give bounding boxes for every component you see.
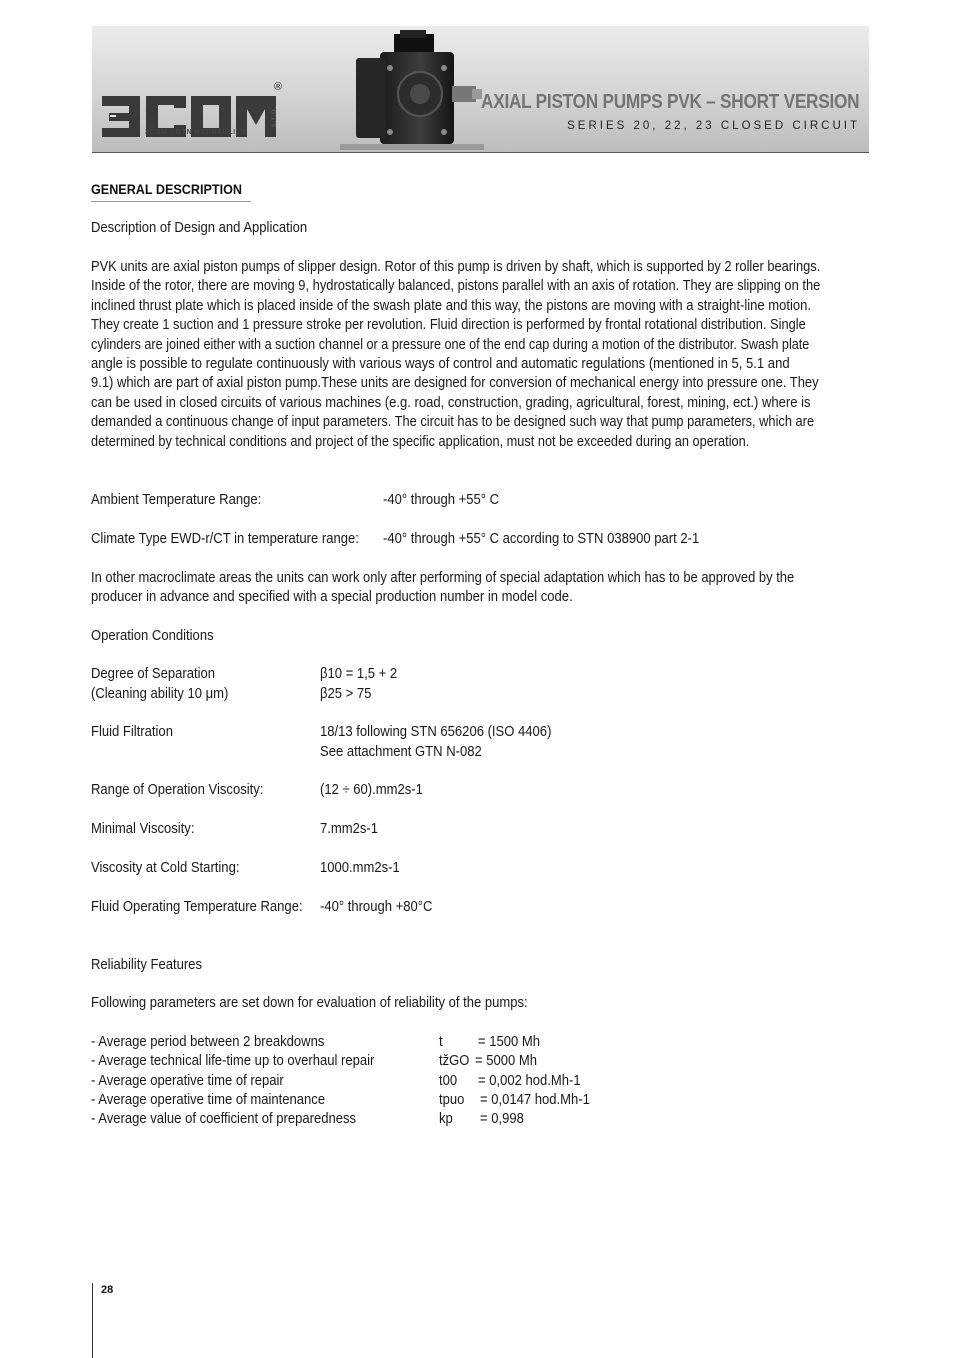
paragraph-line: PVK units are axial piston pumps of slipper design. Rotor of this pump is driven by shaft, which is supported by 2 roller bearings. (91, 259, 821, 275)
ambient-temp-value: -40° through +55° C (383, 492, 500, 508)
header-band (92, 26, 869, 153)
reliability-row-value: = 0,0147 hod.Mh-1 (480, 1092, 590, 1108)
reliability-row-label: - Average period between 2 breakdowns (91, 1034, 325, 1050)
operation-heading: Operation Conditions (91, 628, 214, 644)
paragraph-line: cylinders are joined either with a suction channel or a pressure one of the end cap during a motion of the distributor. Swash plate (91, 336, 810, 353)
paragraph-line: 9.1) which are part of axial piston pump.These units are designed for conversion of mechanical energy into pressure one. They (91, 375, 819, 392)
min-viscosity-label: Minimal Viscosity: (91, 821, 195, 837)
fluid-temp-value: -40° through +80°C (320, 899, 433, 915)
filtration-value: 18/13 following STN 656206 (ISO 4406) (320, 724, 552, 740)
reliability-row-symbol: kp (439, 1111, 453, 1127)
pump-photo (340, 28, 484, 150)
reliability-row-label: - Average operative time of maintenance (91, 1092, 326, 1108)
reliability-row-symbol: t00 (439, 1073, 458, 1089)
reliability-row-symbol: tpuo (439, 1092, 465, 1108)
page-number: 28 (101, 1284, 114, 1296)
cleaning-ability-label: (Cleaning ability 10 μm) (91, 686, 229, 702)
viscosity-range-value: (12 ÷ 60).mm2s-1 (320, 782, 423, 798)
climate-type-value: -40° through +55° C according to STN 038900 part 2-1 (383, 531, 700, 547)
separation-label: Degree of Separation (91, 666, 216, 682)
paragraph-line: can be used in closed circuits of various machines (e.g. road, construction, grading, agricultural, forest, mining, ect.) where is (91, 394, 811, 411)
fluid-temp-label: Fluid Operating Temperature Range: (91, 899, 303, 915)
logo-sro-text: s.r.o. (269, 106, 278, 128)
reliability-row-value: = 0,002 hod.Mh-1 (478, 1073, 581, 1089)
reliability-row-symbol: t (439, 1034, 443, 1050)
paragraph-line: inclined thrust plate which is placed inside of the swash plate and this way, the pistons are moving with a straight-line motion. (91, 297, 812, 314)
paragraph-line: Inside of the rotor, there are moving 9, hydrostatically balanced, pistons parallel with an axis of rotation. They are slipping on the (91, 278, 821, 295)
filtration-attachment: See attachment GTN N-082 (320, 744, 482, 760)
reliability-row-symbol: tžGO (439, 1053, 470, 1069)
paragraph-line: They create 1 suction and 1 pressure stroke per revolution. Fluid direction is performed by frontal rotational distribution. Single (91, 317, 806, 334)
footer-rule (92, 1283, 93, 1358)
paragraph-line: In other macroclimate areas the units can work only after performing of special adaptation which has to be approved by the (91, 570, 795, 586)
macroclimate-paragraph (91, 569, 869, 608)
registered-mark: ® (274, 81, 283, 93)
reliability-row-label: - Average value of coefficient of preparedness (91, 1111, 357, 1127)
paragraph-line: angle is possible to regulate continuously with various ways of control and automatic regulations (mentioned in 5, 5.1 and (91, 356, 790, 373)
paragraph-line: determined by technical conditions and project of the specific application, must not be exceeded during an operation. (91, 433, 750, 450)
separation-value-beta25: β25 > 75 (320, 686, 372, 702)
reliability-row-value: = 1500 Mh (478, 1034, 541, 1050)
paragraph-line: producer in advance and specified with a special production number in model code. (91, 589, 573, 606)
cold-viscosity-value: 1000.mm2s-1 (320, 860, 400, 876)
reliability-heading: Reliability Features (91, 957, 202, 973)
filtration-label: Fluid Filtration (91, 724, 173, 740)
min-viscosity-value: 7.mm2s-1 (320, 821, 379, 837)
viscosity-range-label: Range of Operation Viscosity: (91, 782, 264, 798)
paragraph-line: demanded a continuous change of input parameters. The circuit has to be designed such way that pump parameters, which are (91, 414, 815, 431)
reliability-intro: Following parameters are set down for evaluation of reliability of the pumps: (91, 995, 528, 1011)
cold-viscosity-label: Viscosity at Cold Starting: (91, 860, 240, 876)
reliability-row-label: - Average technical life-time up to overhaul repair (91, 1053, 375, 1069)
reliability-row-label: - Average operative time of repair (91, 1073, 284, 1089)
ambient-temp-label: Ambient Temperature Range: (91, 492, 262, 508)
document-title: AXIAL PISTON PUMPS PVK – SHORT VERSION (480, 90, 859, 113)
section-heading: GENERAL DESCRIPTION (91, 181, 251, 202)
separation-value-beta10: β10 = 1,5 + 2 (320, 666, 398, 682)
climate-type-label: Climate Type EWD-r/CT in temperature range: (91, 531, 359, 547)
reliability-row-value: = 5000 Mh (475, 1053, 538, 1069)
logo-tagline: 3COM - GTN HYDRAULICS (145, 129, 247, 136)
document-subtitle: SERIES 20, 22, 23 CLOSED CIRCUIT (567, 120, 860, 132)
reliability-row-value: = 0,998 (480, 1111, 524, 1127)
description-paragraph (91, 258, 869, 452)
subheading-design: Description of Design and Application (91, 220, 308, 236)
